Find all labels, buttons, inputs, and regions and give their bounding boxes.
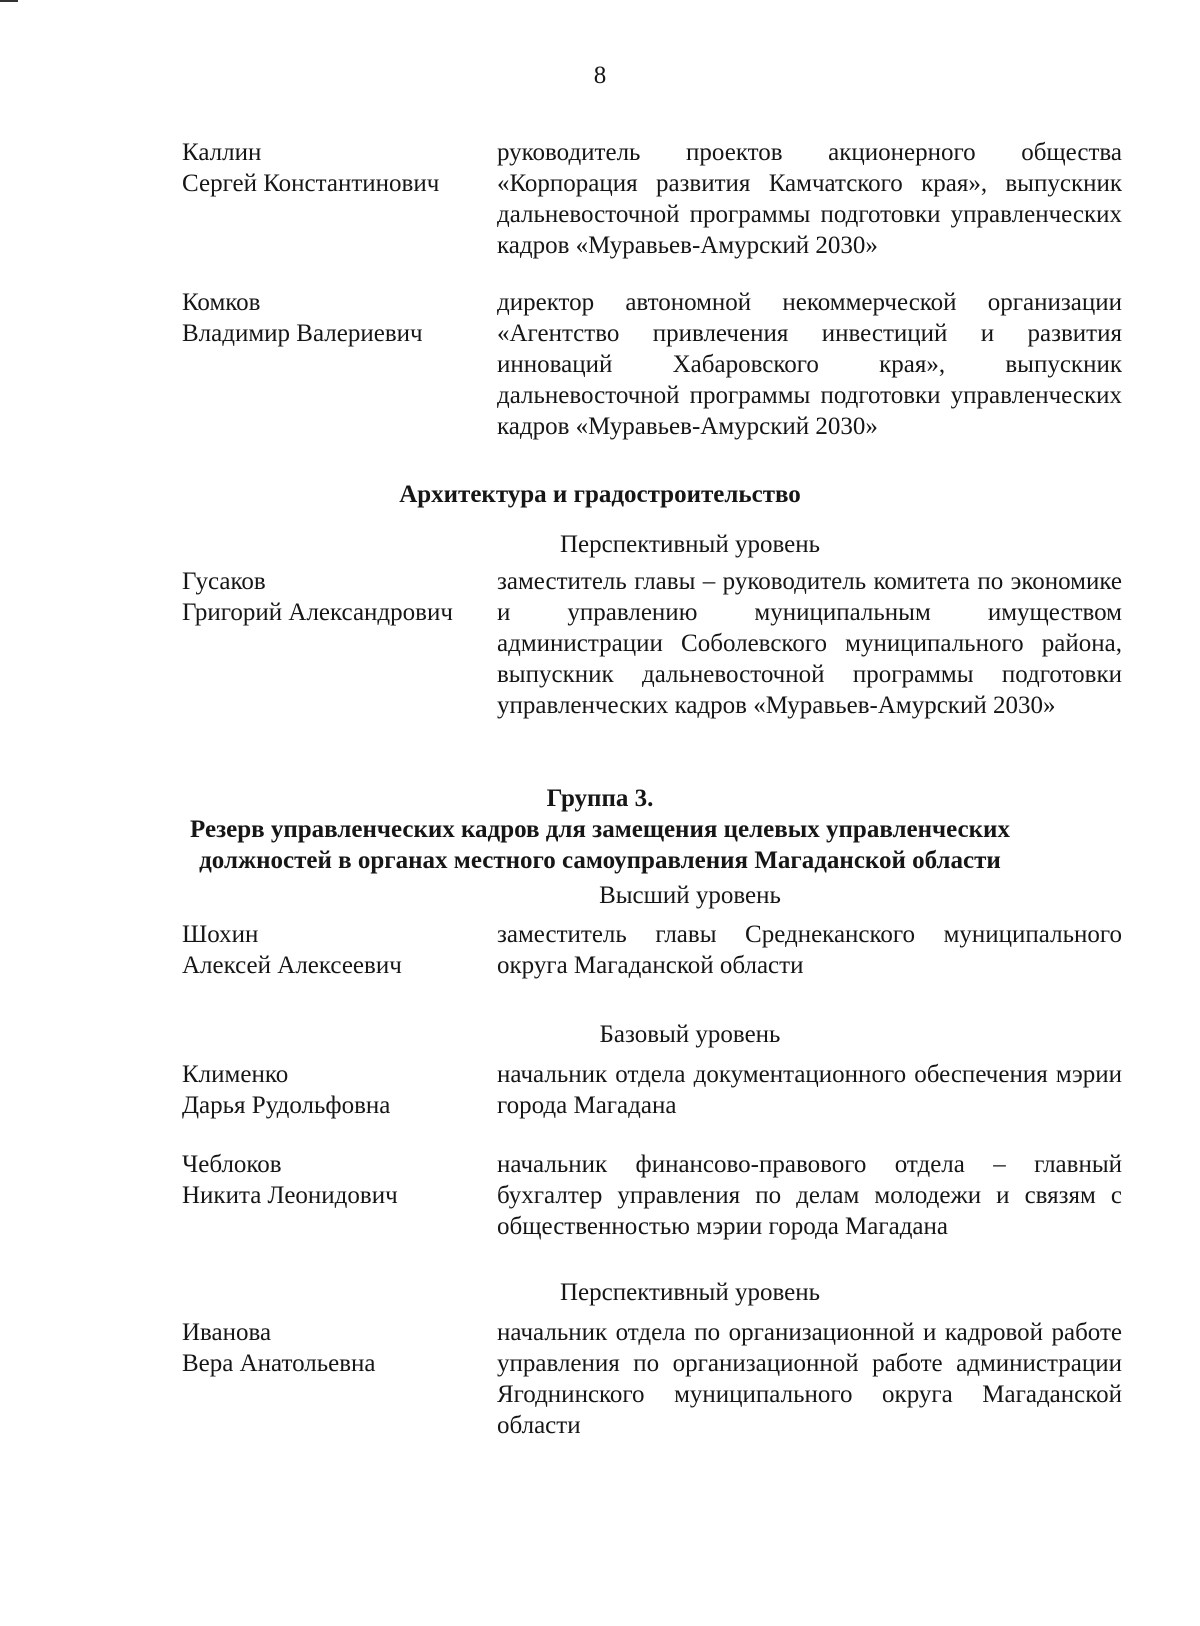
- first-and-patronymic: Владимир Валериевич: [182, 320, 423, 347]
- surname: Чеблоков: [182, 1151, 282, 1178]
- first-and-patronymic: Григорий Александрович: [182, 599, 453, 626]
- first-and-patronymic: Никита Леонидович: [182, 1182, 398, 1209]
- scan-edge-mark: [0, 0, 18, 2]
- surname: Каллин: [182, 139, 262, 166]
- surname: Клименко: [182, 1061, 289, 1088]
- surname: Шохин: [182, 921, 259, 948]
- position-description: заместитель главы Среднеканского муниципального округа Магаданской области: [497, 921, 1122, 979]
- surname: Комков: [182, 289, 261, 316]
- group-subtitle-line2: должностей в органах местного самоуправления Магаданской области: [199, 847, 1001, 874]
- position-description: начальник отдела по организационной и кадровой работе управления по организационной работе администрации Ягоднинского муниципального округа Магаданской области: [497, 1319, 1122, 1439]
- position-description: директор автономной некоммерческой организации «Агентство привлечения инвестиций и развития инноваций Хабаровского края», выпускник дальневосточной программы подготовки управленческих кадров «Муравьев-Амурский 2030»: [497, 289, 1122, 440]
- level-heading: Высший уровень: [599, 882, 781, 909]
- level-heading: Перспективный уровень: [560, 531, 820, 558]
- person-name: [182, 287, 482, 349]
- surname: Иванова: [182, 1319, 272, 1346]
- first-and-patronymic: Дарья Рудольфовна: [182, 1092, 391, 1119]
- person-name: [182, 1059, 482, 1121]
- position-description: руководитель проектов акционерного общества «Корпорация развития Камчатского края», выпускник дальневосточной программы подготовки управленческих кадров «Муравьев-Амурский 2030»: [497, 139, 1122, 259]
- surname: Гусаков: [182, 568, 266, 595]
- first-and-patronymic: Алексей Алексеевич: [182, 952, 402, 979]
- first-and-patronymic: Вера Анатольевна: [182, 1350, 376, 1377]
- person-name: [182, 1149, 482, 1211]
- section-heading: Архитектура и градостроительство: [399, 481, 801, 508]
- group-subtitle-line1: Резерв управленческих кадров для замещения целевых управленческих: [190, 816, 1010, 843]
- position-description: начальник отдела документационного обеспечения мэрии города Магадана: [497, 1061, 1122, 1119]
- person-name: [182, 566, 482, 628]
- first-and-patronymic: Сергей Константинович: [182, 170, 440, 197]
- position-description: начальник финансово-правового отдела – главный бухгалтер управления по делам молодежи и связям с общественностью мэрии города Магадана: [497, 1151, 1122, 1240]
- group-title: Группа 3.: [546, 785, 654, 812]
- level-heading: Базовый уровень: [599, 1021, 781, 1048]
- person-name: [182, 919, 482, 981]
- position-description: заместитель главы – руководитель комитета по экономике и управлению муниципальным имуществом администрации Соболевского муниципального района, выпускник дальневосточной программы подготовки управленческих кадров «Муравьев-Амурский 2030»: [497, 568, 1122, 719]
- level-heading: Перспективный уровень: [560, 1279, 820, 1306]
- person-name: [182, 1317, 482, 1379]
- person-name: [182, 137, 482, 199]
- page-number: 8: [593, 62, 607, 89]
